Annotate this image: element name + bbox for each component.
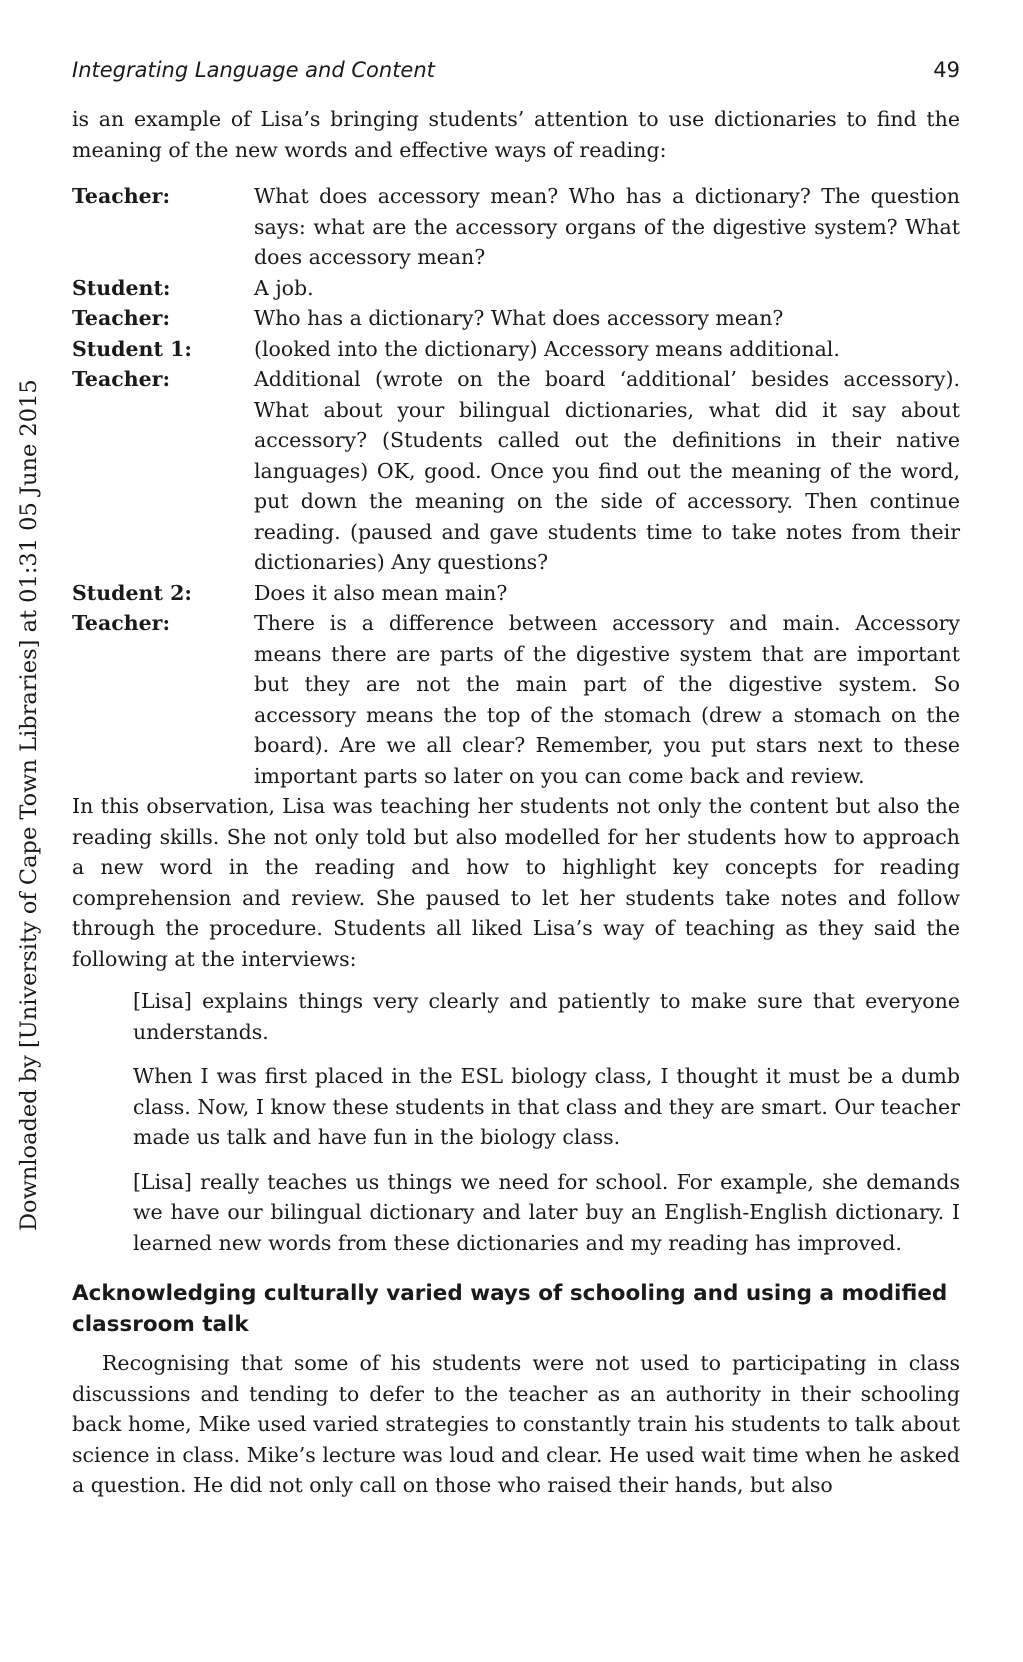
dialogue-turn <box>72 578 960 609</box>
section-heading: Acknowledging culturally varied ways of schooling and using a modified classroom talk <box>72 1281 948 1337</box>
page-number: 49 <box>933 58 960 82</box>
speaker-label: Teacher: <box>72 184 171 208</box>
block-quote: When I was first placed in the ESL biology class, I thought it must be a dumb class. Now, I know these students in that class and they are smart. Our teacher made us talk and have fun in the biology class. <box>133 1064 960 1149</box>
speaker-label: Teacher: <box>72 611 171 635</box>
classroom-dialogue <box>72 181 960 791</box>
download-watermark: Downloaded by [University of Cape Town Libraries] at 01:31 05 June 2015 <box>16 379 42 1231</box>
speaker-label: Student 2: <box>72 580 192 605</box>
dialogue-turn <box>72 608 960 791</box>
speaker-label: Student: <box>72 275 171 300</box>
intro-paragraph: is an example of Lisa’s bringing students’ attention to use dictionaries to find the meaning of the new words and effective ways of reading: <box>72 107 960 162</box>
dialogue-turn <box>72 364 960 578</box>
utterance: A job. <box>254 275 314 300</box>
dialogue-turn <box>72 181 960 273</box>
section-paragraph: Recognising that some of his students were not used to participating in class discussions and tending to defer to the teacher as an authority in their schooling back home, Mike used varied strategies to constantly train his students to talk about science in class. Mike’s lecture was loud and clear. He used wait time when he asked a question. He did not only call on those who raised their hands, but also <box>72 1351 960 1497</box>
utterance: Does it also mean main? <box>254 580 508 605</box>
utterance: Additional (wrote on the board ‘additional’ besides accessory). What about your bilingual dictionaries, what did it say about accessory? (Students called out the definitions in their native languages) OK, good. Once you find out the meaning of the word, put down the meaning on the side of accessory. Then continue reading. (paused and gave students time to take notes from their dictionaries) Any questions? <box>254 367 960 574</box>
speaker-label: Teacher: <box>72 306 171 330</box>
running-head <box>72 54 960 86</box>
block-quote: [Lisa] really teaches us things we need for school. For example, she demands we have our bilingual dictionary and later buy an English-English dictionary. I learned new words from these dictionaries and my reading has improved. <box>133 1169 960 1255</box>
student-quotes <box>133 986 960 1258</box>
dialogue-turn <box>72 334 960 365</box>
utterance: There is a difference between accessory and main. Accessory means there are parts of the digestive system that are important but they are not the main part of the digestive system. So accessory means the top of the stomach (drew a stomach on the board). Are we all clear? Remember, you put stars next to these important parts so later on you can come back and review. <box>254 611 960 788</box>
block-quote: [Lisa] explains things very clearly and patiently to make sure that everyone understands. <box>133 989 960 1044</box>
utterance: (looked into the dictionary) Accessory means additional. <box>254 336 840 361</box>
running-head-title: Integrating Language and Content <box>72 58 435 82</box>
utterance: Who has a dictionary? What does accessory mean? <box>254 306 784 330</box>
dialogue-turn <box>72 303 960 334</box>
speaker-label: Teacher: <box>72 367 171 391</box>
speaker-label: Student 1: <box>72 336 192 361</box>
utterance: What does accessory mean? Who has a dictionary? The question says: what are the accessory organs of the digestive system? What does accessory mean? <box>254 184 960 269</box>
dialogue-turn <box>72 273 960 304</box>
body-text <box>72 104 960 1501</box>
observation-paragraph: In this observation, Lisa was teaching her students not only the content but also the reading skills. She not only told but also modelled for her students how to approach a new word in the reading and how to highlight key concepts for reading comprehension and review. She paused to let her students take notes and follow through the procedure. Students all liked Lisa’s way of teaching as they said the following at the interviews: <box>72 794 960 971</box>
